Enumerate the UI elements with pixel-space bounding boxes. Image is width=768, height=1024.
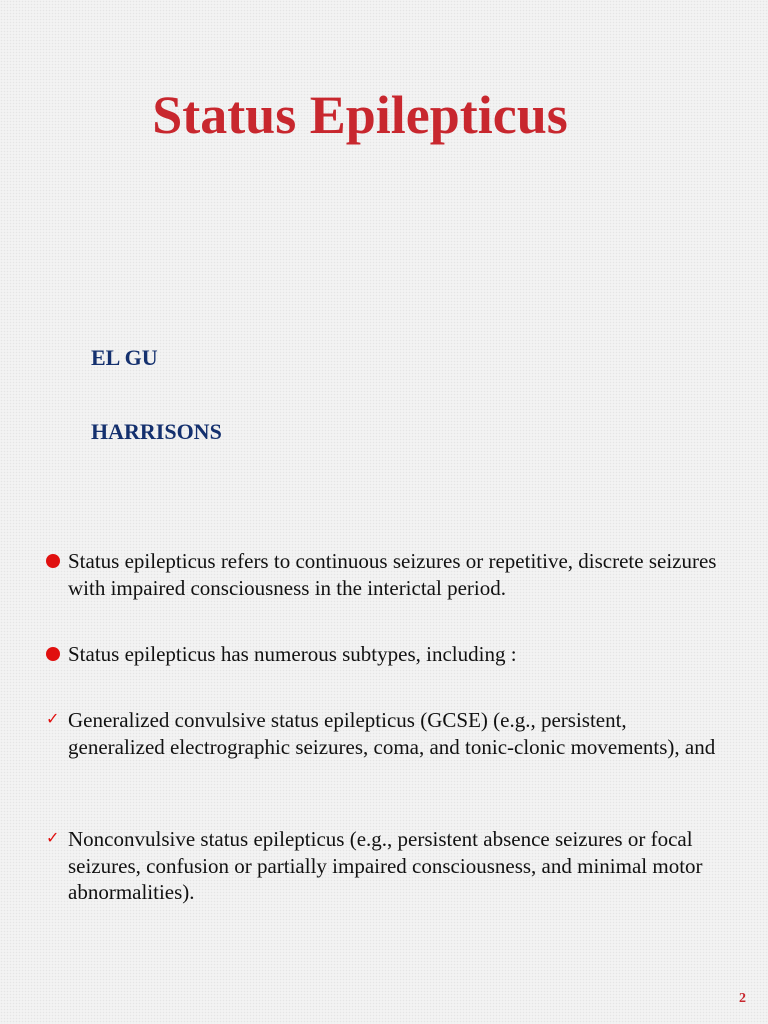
slide-title: Status Epilepticus [152,85,568,145]
bullet-text: Status epilepticus refers to continuous seizures or repetitive, discrete seizures with impaired consciousness in the interictal period. [68,549,717,600]
bullet-text: Nonconvulsive status epilepticus (e.g., persistent absence seizures or focal seizures, confusion or partially impaired consciousness, and minimal motor abnormalities). [68,827,703,904]
bullet-dot-icon [46,647,60,661]
checkmark-icon: ✓ [46,709,60,728]
bullet-item [46,548,726,601]
bullet-text: Generalized convulsive status epilepticus (GCSE) (e.g., persistent, generalized electrographic seizures, coma, and tonic-clonic movements), and [68,708,716,759]
bullet-text: Status epilepticus has numerous subtypes, including : [68,642,517,666]
bullet-item [46,707,726,760]
page-number: 2 [739,991,746,1006]
checkmark-icon: ✓ [46,828,60,847]
bullet-item [46,826,726,906]
bullet-item [46,641,726,668]
author-line: HARRISONS [91,419,222,444]
bullet-dot-icon [46,554,60,568]
author-line: EL GU [91,345,158,370]
